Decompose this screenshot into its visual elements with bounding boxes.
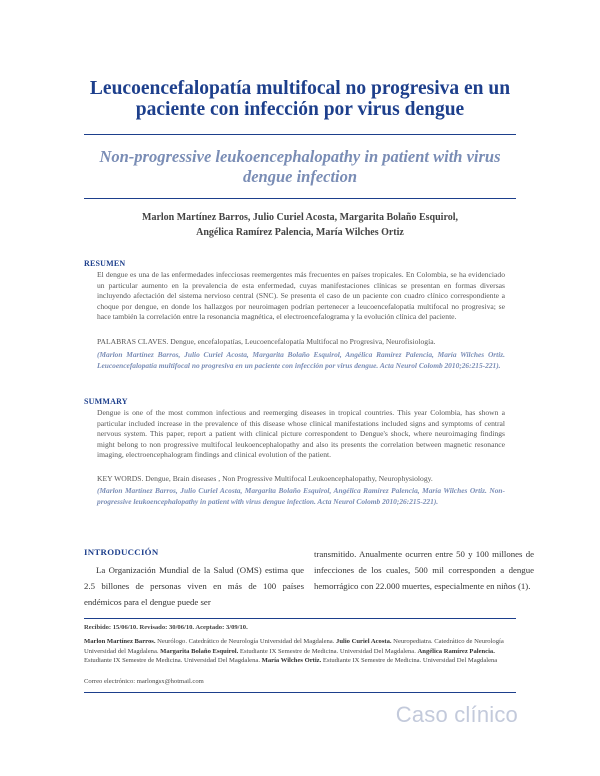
title-divider [84,134,516,135]
affiliation-desc-3: Estudiante IX Semestre de Medicina. Universidad Del Magdalena. [238,647,418,655]
summary-text: Dengue is one of the most common infectious and reemerging diseases in tropical countries. This year Colombia, has shown a particular included increase in the prevalence of this disease whose clinical manifestations included signs and symptoms of central nervous system. This paper, report a patient with clinical picture correspondent to Dengue's shock, where neuroimaging findings might belong to non progressive multifocal leukoencephalopathy and also its presents the correlation between magnetic resonance imaging, electroencephalogram findings and clinical evolution of the patient. [97,408,505,460]
correspondence-email: Correo electrónico: marlongsx@hotmail.com [84,678,204,685]
article-title-english: Non-progressive leukoencephalopathy in patient with virus dengue infection [99,147,501,186]
affiliation-name-3: Margarita Bolaño Esquirol. [160,647,239,655]
resumen-heading: RESUMEN [84,259,126,268]
article-title-spanish: Leucoencefalopatía multifocal no progresiva en un paciente con infección por virus dengue [89,78,511,120]
footer-divider [84,692,516,693]
intro-column-1: La Organización Mundial de la Salud (OMS) estima que 2.5 billones de personas viven en más de 100 países endémicos para el dengue puede ser [84,565,304,608]
affiliation-desc-2: Neuropediatra. Catedrático de Neurología Universidad del Magdalena. [84,638,504,655]
affiliation-name-4: Angélica Ramírez Palencia. [417,647,495,655]
footnote-divider [84,618,516,619]
resumen-citation: (Marlon Martínez Barros, Julio Curiel Acosta, Margarita Bolaño Esquirol, Angélica Ramírez Palencia, María Wilches Ortiz. Leucoencefalopatía multifocal no progresiva en un paciente con infección por virus dengue. Acta Neurol Colomb 2010;26:215-221). [97,350,505,370]
affiliation-desc-5: Estudiante IX Semestre de Medicina. Universidad Del Magdalena [321,657,498,665]
affiliation-desc-1: Neurólogo. Catedrático de Neurología Universidad del Magdalena. [155,638,337,645]
received-dates: Recibido: 15/06/10. Revisado: 30/06/10. Aceptado: 3/09/10. [84,624,248,631]
author-list [84,210,516,240]
resumen-text: El dengue es una de las enfermedades infecciosas reemergentes más frecuentes en países tropicales. En Colombia, se ha evidenciado un particular aumento en la prevalencia de esta enfermedad, cuyas manifestaciones clínicas se presentan en formas diversas incluyendo afectación del sistema nervioso central (SNC). Se presenta el caso de un paciente con cuadro clínico correspondiente a choque por dengue, en donde los hallazgos por neuroimagen podrían pertenecer a leucoencefalopatía multifocal no progresiva; se hace también la correlación entre la resonancia magnética, el electroencefalograma y la evolución clínica del paciente. [97,270,505,322]
author-affiliations [84,637,516,666]
affiliation-desc-4: Estudiante IX Semestre de Medicina. Universidad Del Magdalena. [84,657,262,665]
resumen-keywords: PALABRAS CLAVES. Dengue, encefalopatías, Leucoencefalopatía Multifocal no Progresiva, Neurofisiología. [97,337,436,346]
subtitle-divider [84,198,516,199]
affiliation-name-2: Julio Curiel Acosta. [336,638,392,645]
summary-heading: SUMMARY [84,397,128,406]
affiliation-name-1: Marlon Martínez Barros. [84,638,156,645]
authors-line-1: Marlon Martínez Barros, Julio Curiel Acosta, Margarita Bolaño Esquirol, [142,212,458,223]
intro-column-2: transmitido. Anualmente ocurren entre 50 y 100 millones de infecciones de los cuales, 500 mil corresponden a dengue hemorrágico con 22.000 muertes, especialmente en niños (1). [314,549,534,592]
introduccion-heading: INTRODUCCIÓN [84,547,159,557]
authors-line-2: Angélica Ramírez Palencia, María Wilches Ortiz [196,227,404,238]
summary-citation: (Marlon Martínez Barros, Julio Curiel Acosta, Margarita Bolaño Esquirol, Angélica Ramírez Palencia, María Wilches Ortiz. Non-progressive leukoencephalopathy in patient with virus dengue infection. Acta Neurol Colomb 2010;26:215-221). [97,486,505,506]
affiliation-name-5: María Wilches Ortiz. [261,657,322,665]
section-label-caso-clinico: Caso clínico [395,702,518,727]
summary-keywords: KEY WORDS. Dengue, Brain diseases , Non Progressive Multifocal Leukoencephalopathy, Neurophysiology. [97,474,433,483]
